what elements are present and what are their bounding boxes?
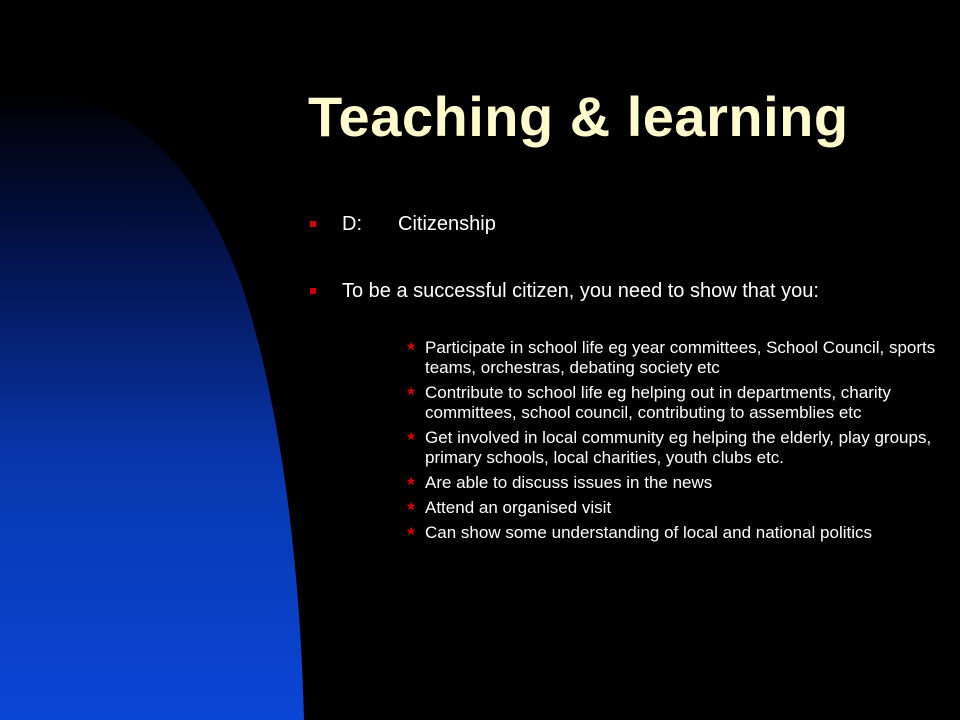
sub-bullet-item	[406, 498, 936, 518]
star-icon	[406, 386, 416, 396]
sub-bullet-text: Get involved in local community eg helping the elderly, play groups, primary schools, local charities, youth clubs etc.	[425, 428, 932, 467]
bullet-text: Citizenship	[398, 213, 496, 235]
sub-bullet-text: Contribute to school life eg helping out in departments, charity committees, school council, contributing to assemblies etc	[425, 383, 891, 422]
bullet-label: D:	[342, 213, 362, 235]
bullet-text: To be a successful citizen, you need to show that you:	[342, 280, 819, 302]
star-icon	[406, 476, 416, 486]
sub-bullet-text: Participate in school life eg year committees, School Council, sports teams, orchestras, debating society etc	[425, 338, 936, 377]
sub-bullet-text: Are able to discuss issues in the news	[425, 473, 713, 492]
star-icon	[406, 431, 416, 441]
square-bullet-icon	[310, 221, 316, 227]
sub-bullet-item	[406, 383, 936, 423]
sub-bullet-text: Attend an organised visit	[425, 498, 612, 517]
sub-bullet-item	[406, 428, 936, 468]
sub-bullet-text: Can show some understanding of local and national politics	[425, 523, 872, 542]
sub-bullet-item	[406, 473, 936, 493]
slide-title: Teaching & learning	[308, 85, 849, 148]
sub-bullet-item	[406, 523, 936, 543]
star-icon	[406, 501, 416, 511]
sub-bullet-list	[406, 338, 936, 548]
sub-bullet-item	[406, 338, 936, 378]
star-icon	[406, 341, 416, 351]
square-bullet-icon	[310, 288, 316, 294]
star-icon	[406, 526, 416, 536]
